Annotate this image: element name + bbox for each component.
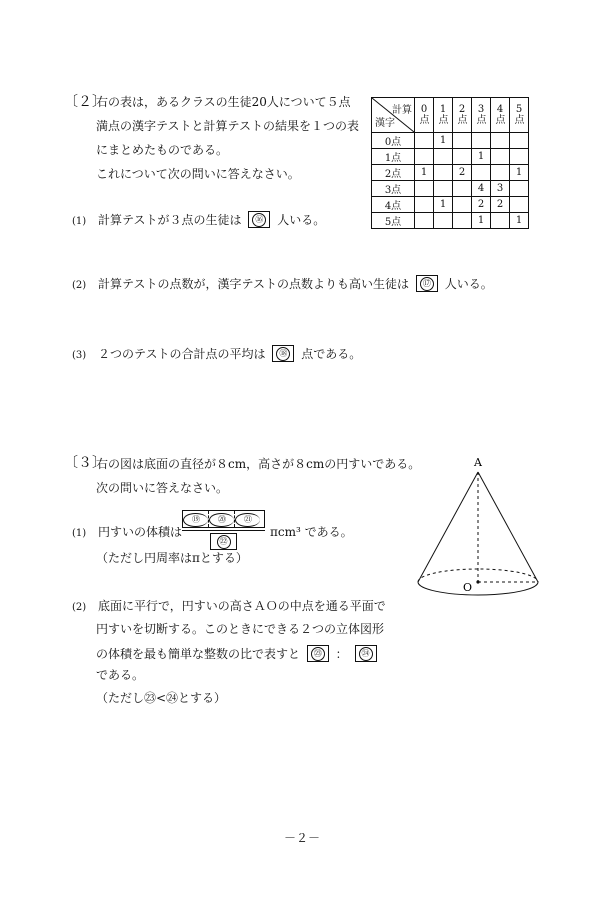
q2-sub2-text: 計算テストの点数が，漢字テストの点数よりも高い生徒は (98, 277, 410, 291)
q2-sub1-num: (1) (72, 216, 87, 227)
q2-sub2-num: (2) (72, 280, 87, 291)
table-row (372, 165, 529, 181)
table-cell: 4 (472, 181, 491, 197)
table-cell (510, 181, 529, 197)
q3-sub1-after: πcm³ である。 (270, 525, 353, 539)
q3-sub1-note: （ただし円周率はπとする） (96, 551, 248, 565)
table-cell: 3 (491, 181, 510, 197)
table-row (372, 181, 529, 197)
q2-intro-line-4: これについて次の問いに答えなさい。 (96, 167, 300, 181)
table-cell (491, 133, 510, 149)
q3-sub2-line-2: 円すいを切断する。このときにできる２つの立体図形 (96, 622, 385, 636)
table-cell (472, 133, 491, 149)
q3-sub2-num: (2) (72, 602, 87, 613)
table-cell: 1 (415, 165, 434, 181)
table-cell (434, 149, 453, 165)
cone-figure (400, 450, 560, 620)
col-header: 3点 (472, 98, 491, 133)
table-cell (472, 165, 491, 181)
q3-sub2-line-1: 底面に平行で，円すいの高さＡＯの中点を通る平面で (98, 599, 386, 613)
table-cell: 2 (453, 165, 472, 181)
q3-label: 〔３〕 (64, 455, 106, 471)
answer-box-24[interactable]: ㉔ (355, 645, 377, 662)
table-cell (453, 149, 472, 165)
row-header: 5点 (372, 213, 415, 229)
col-header: 1点 (434, 98, 453, 133)
fraction-numerator (182, 510, 265, 528)
center-label: O (463, 581, 473, 594)
table-cell (510, 197, 529, 213)
table-row (372, 213, 529, 229)
answer-box-20[interactable]: ⑳ (209, 511, 235, 527)
table-row (372, 133, 529, 149)
table-cell: 1 (510, 213, 529, 229)
table-cell: 1 (472, 149, 491, 165)
table-cell (453, 133, 472, 149)
corner-bottom-label: 漢字 (375, 118, 395, 129)
table-cell (491, 149, 510, 165)
table-cell (434, 213, 453, 229)
col-header: 2点 (453, 98, 472, 133)
corner-top-label: 計算 (392, 105, 412, 116)
q3-sub2-note: （ただし㉓<㉔とする） (96, 691, 227, 705)
apex-label: A (474, 456, 482, 469)
table-cell: 1 (434, 197, 453, 213)
table-cell: 1 (434, 133, 453, 149)
table-cell: 2 (491, 197, 510, 213)
table-cell (434, 165, 453, 181)
q3-sub1-num: (1) (72, 528, 87, 539)
q2-sub3-num: (3) (72, 350, 87, 361)
table-cell: 1 (510, 165, 529, 181)
table-cell (491, 213, 510, 229)
table-cell (510, 133, 529, 149)
q2-sub3-text: ２つのテストの合計点の平均は (98, 347, 266, 361)
q2-sub1-text: 計算テストが３点の生徒は (98, 213, 242, 227)
fraction-bar (182, 530, 265, 531)
q2-intro-line-1: 右の表は，あるクラスの生徒20人について５点 (96, 95, 351, 109)
answer-box-22[interactable]: ㉒ (210, 533, 237, 550)
table-cell (453, 197, 472, 213)
answer-box-16[interactable]: ⑯ (248, 211, 270, 228)
page-number: －２－ (284, 831, 321, 845)
table-cell: 2 (472, 197, 491, 213)
table-cell (453, 213, 472, 229)
answer-box-18[interactable]: ⑱ (272, 345, 294, 362)
q2-sub2 (72, 276, 493, 293)
row-header: 1点 (372, 149, 415, 165)
table-cell (415, 197, 434, 213)
table-row (372, 197, 529, 213)
table-cell (415, 133, 434, 149)
table-corner-cell (372, 98, 415, 133)
answer-box-17[interactable]: ⑰ (416, 275, 438, 292)
answer-box-23[interactable]: ㉓ (307, 645, 329, 662)
q2-sub1-after: 人いる。 (277, 213, 326, 227)
table-cell (415, 213, 434, 229)
col-header: 4点 (491, 98, 510, 133)
table-cell (491, 165, 510, 181)
q3-sub2 (72, 600, 386, 613)
q3-sub1 (72, 526, 182, 539)
q2-sub3-after: 点である。 (301, 347, 362, 361)
table-row (372, 149, 529, 165)
row-header: 2点 (372, 165, 415, 181)
table-cell (510, 149, 529, 165)
q3-sub1-text: 円すいの体積は (98, 525, 183, 539)
q2-label: 〔２〕 (64, 94, 106, 110)
answer-box-21[interactable]: ㉑ (235, 511, 260, 527)
col-header: 5点 (510, 98, 529, 133)
row-header: 3点 (372, 181, 415, 197)
q2-sub1 (72, 212, 325, 229)
score-table (371, 97, 529, 229)
q3-sub2-line-3: の体積を最も簡単な整数の比で表すと ㉓ ： ㉔ (96, 646, 380, 663)
base-front-arc (418, 582, 538, 595)
q2-intro-line-3: にまとめたものである。 (96, 143, 229, 157)
q2-intro-line-2: 満点の漢字テストと計算テストの結果を１つの表 (96, 119, 360, 133)
q3-sub2-line-4: である。 (96, 668, 145, 682)
volume-fraction (182, 510, 265, 550)
q2-sub3 (72, 346, 361, 363)
table-cell (434, 181, 453, 197)
table-cell (415, 181, 434, 197)
q2-sub2-after: 人いる。 (444, 277, 493, 291)
cone-left-edge (418, 472, 478, 582)
cone-right-edge (478, 472, 538, 582)
table-cell (453, 181, 472, 197)
col-header: 0点 (415, 98, 434, 133)
q3-intro-line-1: 右の図は底面の直径が８cm，高さが８cmの円すいである。 (96, 457, 421, 471)
row-header: 4点 (372, 197, 415, 213)
center-point (476, 580, 479, 583)
table-cell (415, 149, 434, 165)
q3-intro-line-2: 次の問いに答えなさい。 (96, 481, 229, 495)
answer-box-19[interactable]: ⑲ (183, 511, 209, 527)
row-header: 0点 (372, 133, 415, 149)
ratio-colon: ： (335, 647, 348, 661)
table-cell: 1 (472, 213, 491, 229)
